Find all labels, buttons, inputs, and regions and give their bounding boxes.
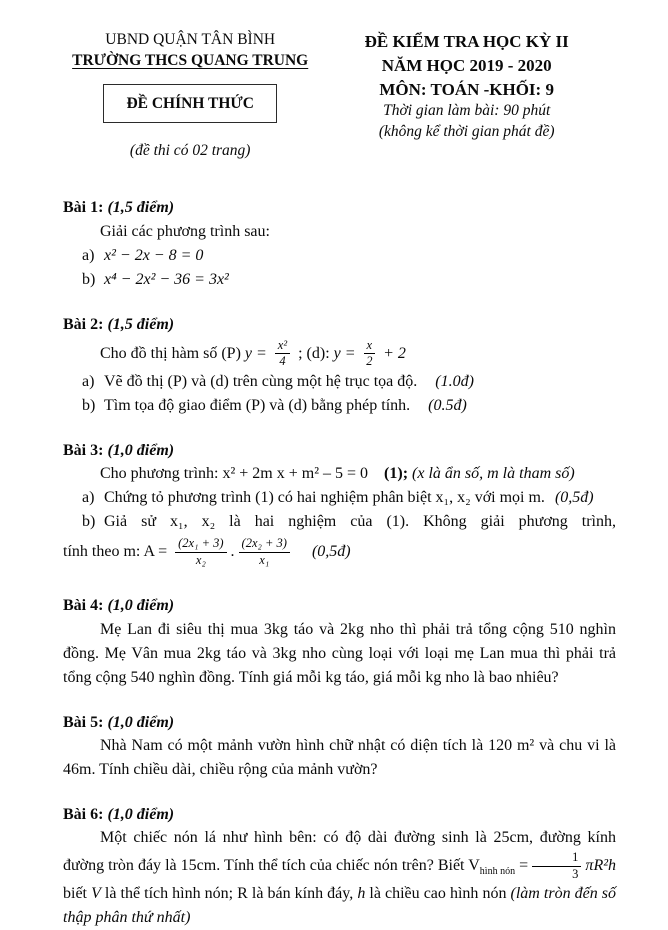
equation: y = bbox=[244, 344, 267, 362]
problem-5-title: Bài 5: bbox=[63, 713, 104, 731]
exam-title: ĐỀ KIỂM TRA HỌC KỲ II bbox=[364, 32, 569, 51]
equation: x² − 2x − 8 = 0 bbox=[104, 246, 204, 264]
intro-text: ; (d): bbox=[298, 344, 330, 362]
equation: + 2 bbox=[383, 344, 406, 362]
fraction: $\frac{1}{3}$ bbox=[532, 850, 581, 882]
problem-3-title: Bài 3: bbox=[63, 441, 104, 459]
school-name: TRƯỜNG THCS QUANG TRUNG bbox=[72, 51, 309, 69]
problem-6-title: Bài 6: bbox=[63, 805, 104, 823]
problem-2-item-a bbox=[63, 370, 616, 394]
problem-4 bbox=[63, 594, 616, 689]
distribution-note: (không kể thời gian phát đề) bbox=[378, 123, 555, 141]
problem-3-points: (1,0 điểm) bbox=[107, 441, 175, 459]
problem-6-body bbox=[63, 826, 616, 930]
item-text: Tìm tọa độ giao điểm (P) và (d) bằng phép tính. bbox=[104, 396, 411, 414]
header-left bbox=[63, 30, 317, 162]
fraction: $\frac{\text{(2x₂ + 3)}}{\text{x₁}}$ bbox=[239, 536, 290, 568]
item-label: a) bbox=[82, 246, 95, 264]
volume-subscript: hình nón bbox=[479, 865, 516, 877]
problem-2 bbox=[63, 313, 616, 418]
rounding-note: (làm tròn đến số thập phân thứ nhất) bbox=[63, 885, 617, 927]
header-right bbox=[317, 30, 616, 162]
problem-5 bbox=[63, 711, 616, 782]
problem-3 bbox=[63, 439, 616, 568]
intro-note: (x là ẩn số, m là tham số) bbox=[412, 465, 575, 483]
body-text-part: biết bbox=[63, 885, 87, 903]
problem-6-points: (1,0 điểm) bbox=[107, 805, 175, 823]
body-text-part: Một chiếc nón lá như hình bên: có độ dài đường sinh là 25cm, đường kính đường tròn đáy là 15cm. Tính thể tích của chiếc nón trên? Biết V bbox=[63, 828, 616, 874]
problem-6 bbox=[63, 803, 616, 930]
problem-5-head bbox=[63, 711, 616, 734]
equation: x⁴ − 2x² − 36 = 3x² bbox=[104, 270, 229, 288]
duration-note: Thời gian làm bài: 90 phút bbox=[383, 102, 551, 120]
fraction: $\frac{x}{2}$ bbox=[364, 338, 376, 370]
variable-v: V bbox=[91, 885, 101, 903]
equation-ref: (1); bbox=[384, 465, 409, 483]
problem-2-intro bbox=[63, 338, 616, 370]
item-points: (0,5đ) bbox=[311, 542, 351, 560]
problem-1-intro: Giải các phương trình sau: bbox=[100, 222, 270, 240]
intro-text: Cho đồ thị hàm số (P) bbox=[100, 344, 241, 362]
fraction: $\frac{\text{(2x₁ + 3)}}{\text{x₂}}$ bbox=[175, 536, 226, 568]
item-label: b) bbox=[82, 396, 96, 414]
problem-2-head bbox=[63, 313, 616, 336]
problem-3-item-a bbox=[63, 486, 616, 510]
page-count-note: (đề thi có 02 trang) bbox=[129, 142, 251, 160]
variable-h: h bbox=[357, 885, 366, 903]
problem-1 bbox=[63, 196, 616, 291]
problem-3-head bbox=[63, 439, 616, 462]
subject-grade: MÔN: TOÁN -KHỐI: 9 bbox=[379, 79, 554, 99]
problem-5-points: (1,0 điểm) bbox=[107, 713, 175, 731]
school-year: NĂM HỌC 2019 - 2020 bbox=[381, 55, 552, 75]
problem-3-item-b bbox=[63, 510, 616, 534]
item-label: a) bbox=[82, 372, 95, 390]
item-points: (1.0đ) bbox=[435, 372, 474, 390]
stamp-wrap bbox=[63, 84, 317, 123]
item-label: a) bbox=[82, 489, 95, 507]
item-text: Vẽ đồ thị (P) và (d) trên cùng một hệ trục tọa độ. bbox=[104, 372, 418, 390]
item-points: (0,5đ) bbox=[554, 489, 594, 507]
equation: y = bbox=[333, 344, 356, 362]
problem-4-title: Bài 4: bbox=[63, 597, 104, 615]
item-text: Giả sử x₁, x₂ là hai nghiệm của (1). Không giải phương trình, bbox=[104, 513, 616, 531]
item-text: Chứng tỏ phương trình (1) có hai nghiệm phân biệt x₁, x₂ với mọi m. bbox=[104, 489, 545, 507]
formula-prefix: tính theo m: A = bbox=[63, 542, 168, 560]
multiplication-dot: . bbox=[230, 542, 235, 560]
district-name: UBND QUẬN TÂN BÌNH bbox=[105, 31, 276, 48]
body-text-part: là chiều cao hình nón bbox=[369, 885, 507, 903]
body-text-part: là thể tích hình nón; R là bán kính đáy, bbox=[104, 885, 354, 903]
problem-1-item-a bbox=[63, 244, 616, 268]
item-points: (0.5đ) bbox=[428, 396, 467, 414]
problem-2-item-b bbox=[63, 394, 616, 418]
problem-3-formula bbox=[63, 536, 616, 568]
problem-3-intro bbox=[63, 462, 616, 486]
problem-2-title: Bài 2: bbox=[63, 315, 104, 333]
fraction: $\frac{\text{x²}}{4}$ bbox=[275, 338, 290, 370]
item-label: b) bbox=[82, 513, 96, 531]
problem-4-points: (1,0 điểm) bbox=[107, 597, 175, 615]
problem-6-head bbox=[63, 803, 616, 826]
item-label: b) bbox=[82, 270, 96, 288]
official-exam-stamp: ĐỀ CHÍNH THỨC bbox=[103, 84, 276, 123]
exam-header bbox=[63, 30, 616, 162]
formula-tail: πR²h bbox=[585, 856, 617, 874]
problem-4-body: Mẹ Lan đi siêu thị mua 3kg táo và 2kg nho thì phải trả tổng cộng 510 nghìn đồng. Mẹ Vân mua 2kg táo và 3kg nho cùng loại với loại mẹ Lan mua thì phải trả tổng cộng 540 nghìn đồng. Tính giá mỗi kg táo, giá mỗi kg nho là bao nhiêu? bbox=[63, 620, 616, 686]
problem-1-item-b bbox=[63, 268, 616, 292]
equation: Cho phương trình: x² + 2m x + m² – 5 = 0 bbox=[100, 465, 369, 483]
problem-1-points: (1,5 điểm) bbox=[107, 199, 175, 217]
problem-2-points: (1,5 điểm) bbox=[107, 315, 175, 333]
problem-1-title: Bài 1: bbox=[63, 199, 104, 217]
equals-sign: = bbox=[519, 856, 529, 874]
problem-1-head bbox=[63, 196, 616, 219]
problem-5-body: Nhà Nam có một mảnh vườn hình chữ nhật có diện tích là 120 m² và chu vi là 46m. Tính chiều dài, chiều rộng của mảnh vườn? bbox=[63, 736, 616, 778]
problem-4-head bbox=[63, 594, 616, 617]
